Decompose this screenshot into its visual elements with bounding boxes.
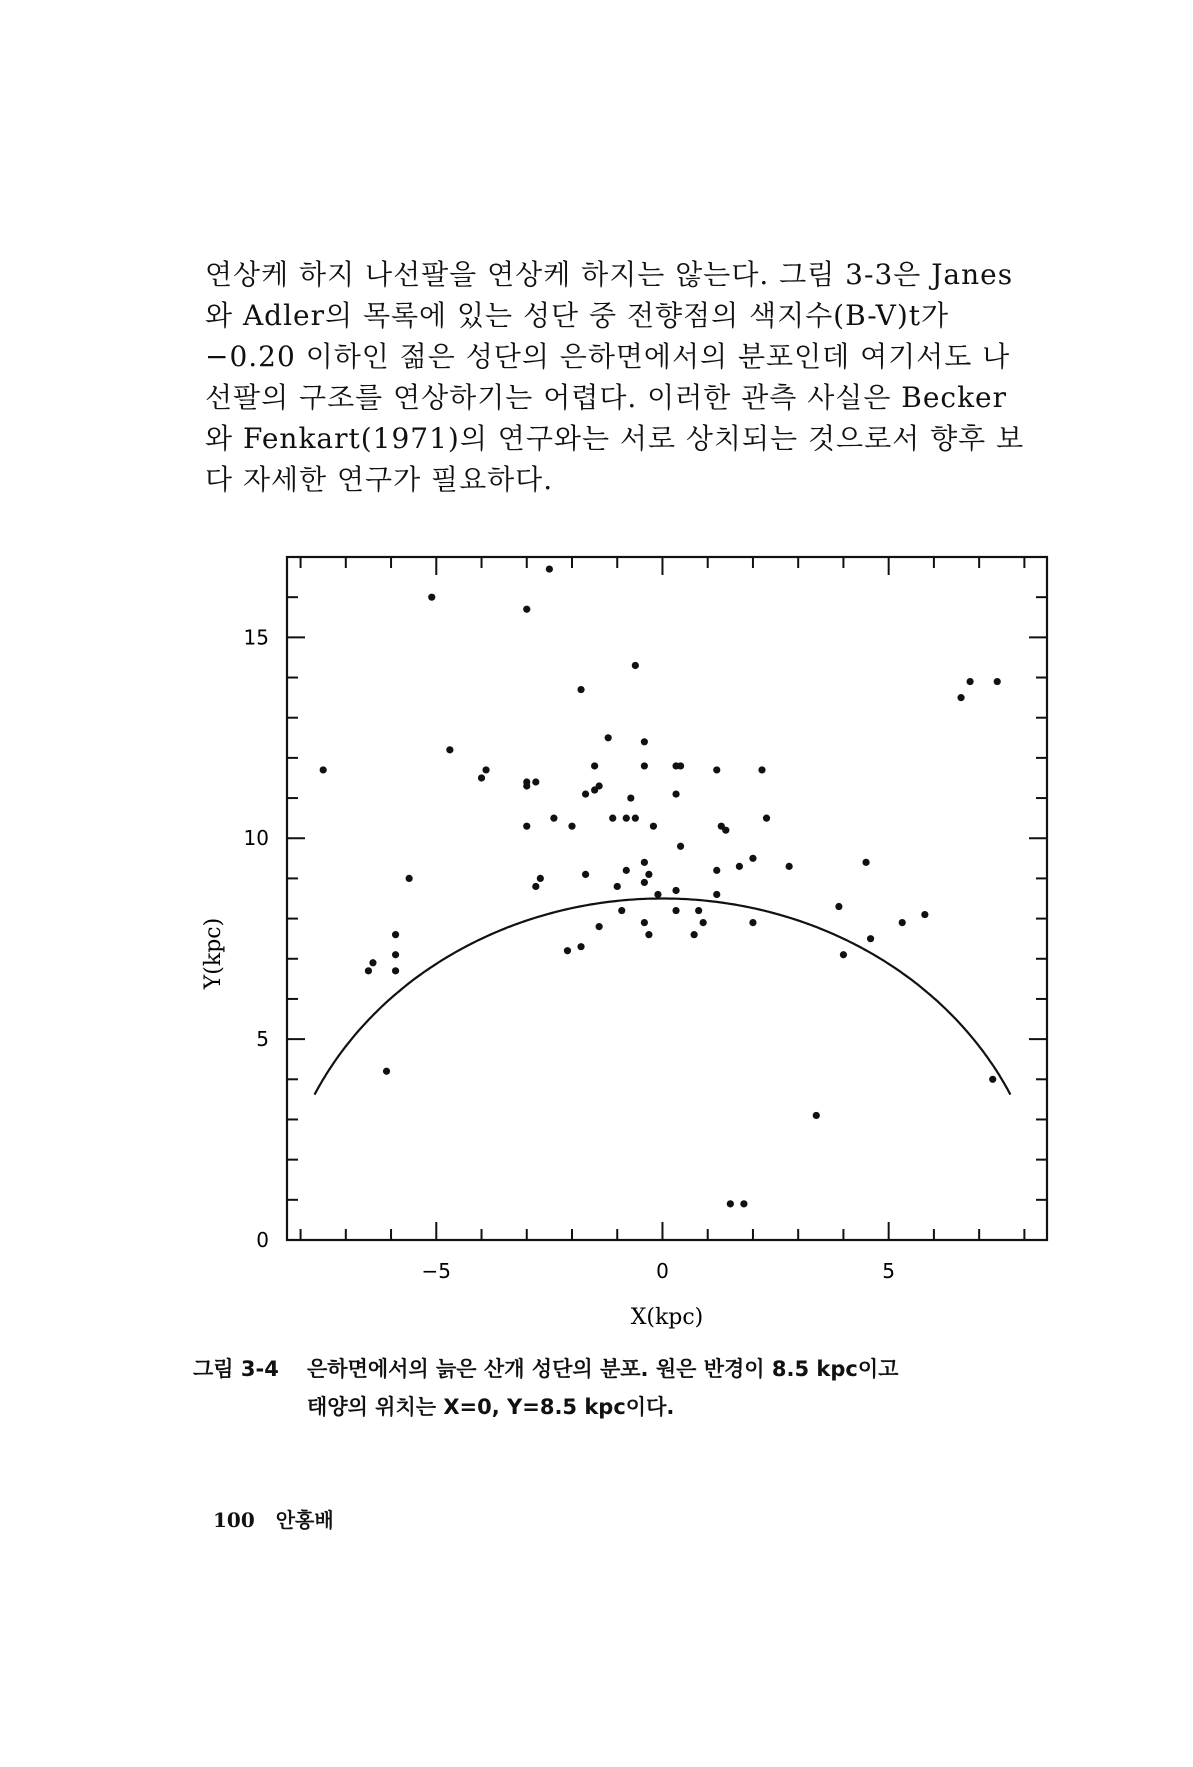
figure-caption — [193, 1350, 1073, 1426]
page-author: 안홍배 — [275, 1508, 334, 1532]
cluster-point — [740, 1200, 747, 1207]
paragraph-line: 선팔의 구조를 연상하기는 어렵다. 이러한 관측 사실은 Becker — [205, 381, 1008, 414]
cluster-point — [523, 782, 530, 789]
cluster-distribution-chart — [190, 545, 1070, 1340]
cluster-points — [320, 565, 1001, 1207]
cluster-point — [406, 875, 413, 882]
cluster-point — [677, 843, 684, 850]
cluster-point — [957, 694, 964, 701]
cluster-point — [867, 935, 874, 942]
cluster-point — [722, 827, 729, 834]
caption-line-1: 은하면에서의 늙은 산개 성단의 분포. 원은 반경이 8.5 kpc이고 — [307, 1357, 899, 1381]
y-axis-label: Y(kpc) — [201, 917, 226, 990]
y-tick-label: 15 — [243, 625, 269, 650]
cluster-point — [749, 919, 756, 926]
solar-circle-arc — [315, 899, 1011, 1095]
cluster-point — [365, 967, 372, 974]
y-tick-label: 0 — [256, 1228, 269, 1252]
cluster-point — [537, 875, 544, 882]
cluster-point — [727, 1200, 734, 1207]
cluster-point — [921, 911, 928, 918]
cluster-point — [654, 891, 661, 898]
cluster-point — [591, 762, 598, 769]
cluster-point — [758, 766, 765, 773]
cluster-point — [564, 947, 571, 954]
cluster-point — [632, 815, 639, 822]
cluster-point — [478, 774, 485, 781]
y-tick-label: 5 — [256, 1027, 269, 1052]
paragraph-line: 연상케 하지 나선팔을 연상케 하지는 않는다. 그림 3-3은 Janes — [205, 258, 1014, 291]
x-tick-label: −5 — [421, 1259, 452, 1283]
cluster-point — [623, 815, 630, 822]
cluster-point — [523, 823, 530, 830]
cluster-point — [632, 662, 639, 669]
cluster-point — [609, 815, 616, 822]
cluster-point — [672, 907, 679, 914]
cluster-point — [523, 606, 530, 613]
x-tick-label: 5 — [882, 1259, 896, 1283]
cluster-point — [428, 594, 435, 601]
paragraph-line: −0.20 이하인 젊은 성단의 은하면에서의 분포인데 여기서도 나 — [205, 340, 1011, 373]
paragraph-line: 다 자세한 연구가 필요하다. — [205, 463, 554, 496]
cluster-point — [641, 738, 648, 745]
cluster-point — [713, 766, 720, 773]
page-footer — [213, 1504, 334, 1533]
cluster-point — [989, 1076, 996, 1083]
cluster-point — [899, 919, 906, 926]
cluster-point — [645, 871, 652, 878]
x-axis-label: X(kpc) — [630, 1305, 704, 1330]
x-tick-label: 0 — [656, 1259, 669, 1283]
body-paragraph — [205, 254, 1065, 500]
cluster-point — [672, 790, 679, 797]
cluster-point — [713, 891, 720, 898]
cluster-point — [641, 859, 648, 866]
cluster-point — [582, 790, 589, 797]
cluster-point — [614, 883, 621, 890]
caption-line-2: 태양의 위치는 X=0, Y=8.5 kpc이다. — [307, 1395, 675, 1419]
cluster-point — [550, 815, 557, 822]
cluster-point — [862, 859, 869, 866]
cluster-point — [532, 778, 539, 785]
cluster-point — [532, 883, 539, 890]
cluster-point — [577, 686, 584, 693]
cluster-point — [369, 959, 376, 966]
cluster-point — [641, 762, 648, 769]
cluster-point — [749, 855, 756, 862]
cluster-point — [835, 903, 842, 910]
cluster-point — [677, 762, 684, 769]
cluster-point — [618, 907, 625, 914]
cluster-point — [645, 931, 652, 938]
cluster-point — [482, 766, 489, 773]
page-number: 100 — [213, 1508, 255, 1532]
cluster-point — [577, 943, 584, 950]
cluster-point — [623, 867, 630, 874]
tick-labels — [244, 625, 895, 1283]
cluster-point — [446, 746, 453, 753]
cluster-point — [383, 1068, 390, 1075]
cluster-point — [650, 823, 657, 830]
cluster-point — [691, 931, 698, 938]
cluster-point — [591, 786, 598, 793]
cluster-point — [627, 794, 634, 801]
cluster-point — [966, 678, 973, 685]
cluster-point — [546, 565, 553, 572]
cluster-point — [392, 931, 399, 938]
cluster-point — [641, 919, 648, 926]
cluster-point — [568, 823, 575, 830]
cluster-point — [713, 867, 720, 874]
cluster-point — [392, 967, 399, 974]
cluster-point — [700, 919, 707, 926]
cluster-point — [786, 863, 793, 870]
caption-label: 그림 3-4 — [193, 1357, 279, 1381]
cluster-point — [641, 879, 648, 886]
cluster-point — [813, 1112, 820, 1119]
cluster-point — [840, 951, 847, 958]
y-tick-label: 10 — [243, 826, 269, 851]
cluster-point — [392, 951, 399, 958]
paragraph-line: 와 Adler의 목록에 있는 성단 중 전향점의 색지수(B-V)t가 — [205, 299, 950, 332]
cluster-point — [763, 815, 770, 822]
cluster-point — [582, 871, 589, 878]
cluster-point — [320, 766, 327, 773]
paragraph-line: 와 Fenkart(1971)의 연구와는 서로 상치되는 것으로서 향후 보 — [205, 422, 1025, 455]
cluster-point — [596, 923, 603, 930]
cluster-point — [736, 863, 743, 870]
cluster-point — [994, 678, 1001, 685]
cluster-point — [695, 907, 702, 914]
cluster-point — [672, 887, 679, 894]
cluster-point — [605, 734, 612, 741]
